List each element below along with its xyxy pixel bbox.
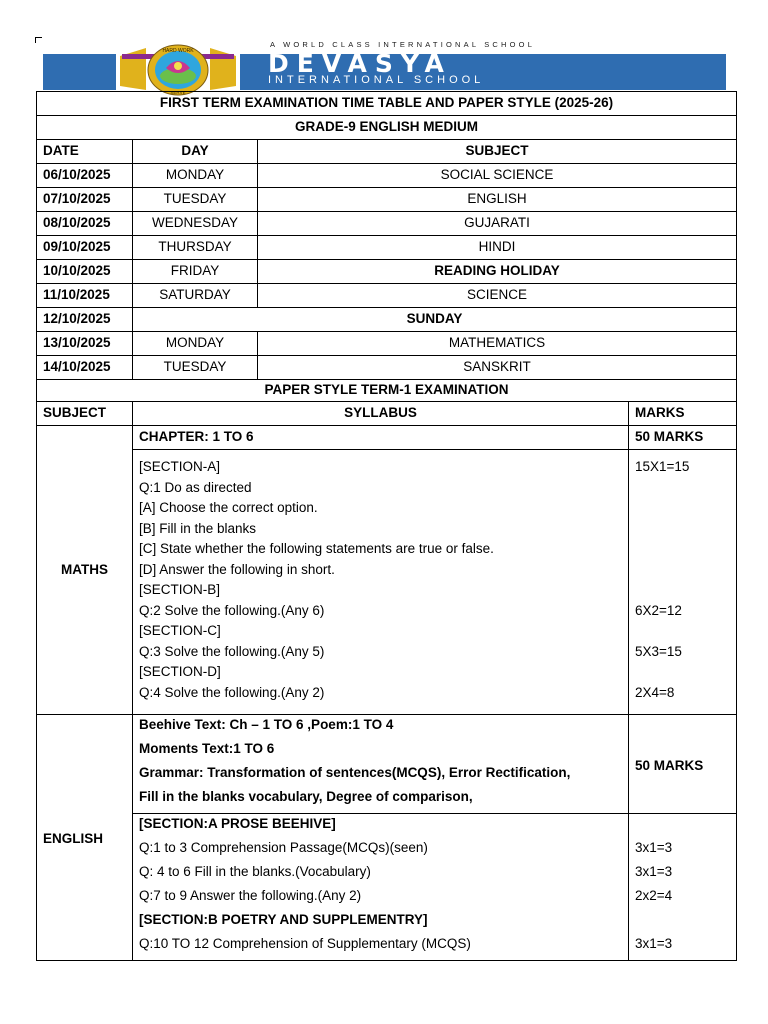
grade-subtitle: GRADE-9 ENGLISH MEDIUM	[37, 116, 737, 140]
column-header-subject: SUBJECT	[37, 402, 133, 426]
maths-line: Q:4 Solve the following.(Any 2)	[139, 684, 325, 700]
exam-date: 13/10/2025	[37, 332, 133, 356]
maths-line: [A] Choose the correct option.	[139, 500, 318, 515]
maths-line: [C] State whether the following statements are true or false.	[139, 541, 494, 556]
english-section-heading: [SECTION:A PROSE BEEHIVE]	[139, 816, 336, 831]
exam-subject: GUJARATI	[258, 212, 737, 236]
sunday-label: SUNDAY	[133, 308, 737, 332]
paper-style-title-row	[37, 380, 737, 402]
english-mark: 3x1=3	[635, 936, 673, 951]
english-syllabus-row	[37, 715, 737, 814]
maths-mark: 5X3=15	[635, 643, 682, 659]
english-syllabus-line: Beehive Text: Ch – 1 TO 6 ,Poem:1 TO 4	[139, 717, 394, 732]
exam-date: 12/10/2025	[37, 308, 133, 332]
maths-line: [SECTION-B]	[139, 582, 221, 597]
school-name: DEVASYA	[268, 49, 452, 78]
maths-mark	[635, 500, 730, 521]
english-question-line: Q:10 TO 12 Comprehension of Supplementary (MCQS)	[139, 936, 471, 951]
english-sections	[133, 814, 629, 961]
timetable-row	[37, 260, 737, 284]
exam-subject: SCIENCE	[258, 284, 737, 308]
timetable-row	[37, 308, 737, 332]
english-question-line: Q:1 to 3 Comprehension Passage(MCQs)(seen)	[139, 840, 428, 855]
timetable-row	[37, 164, 737, 188]
paper-style-header-row	[37, 402, 737, 426]
maths-line: Q:1 Do as directed	[139, 479, 252, 495]
timetable-row	[37, 188, 737, 212]
exam-day: SATURDAY	[133, 284, 258, 308]
maths-mark	[635, 582, 730, 603]
english-mark: 2x2=4	[635, 888, 673, 903]
exam-day: TUESDAY	[133, 356, 258, 380]
exam-day: TUESDAY	[133, 188, 258, 212]
exam-table	[36, 91, 737, 961]
maths-total-marks: 50 MARKS	[629, 426, 737, 450]
exam-date: 09/10/2025	[37, 236, 133, 260]
school-logo-emblem	[116, 42, 240, 96]
paper-style-title: PAPER STYLE TERM-1 EXAMINATION	[37, 380, 737, 402]
timetable-row	[37, 236, 737, 260]
exam-date: 08/10/2025	[37, 212, 133, 236]
logo-motto-top: HARD WORK	[162, 48, 194, 54]
english-marks	[629, 814, 737, 961]
maths-line: [SECTION-C]	[139, 623, 221, 638]
english-mark	[635, 816, 730, 840]
school-subtitle: INTERNATIONAL SCHOOL	[268, 74, 485, 86]
maths-mark	[635, 562, 730, 583]
exam-subject: MATHEMATICS	[258, 332, 737, 356]
maths-marks	[629, 450, 737, 715]
column-header-day: DAY	[133, 140, 258, 164]
maths-subject: MATHS	[37, 426, 133, 715]
maths-syllabus	[133, 450, 629, 715]
maths-mark	[635, 623, 730, 644]
timetable-row	[37, 284, 737, 308]
exam-subject: ENGLISH	[258, 188, 737, 212]
maths-chapter: CHAPTER: 1 TO 6	[133, 426, 629, 450]
column-header-marks: MARKS	[629, 402, 737, 426]
exam-date: 07/10/2025	[37, 188, 133, 212]
holiday-label: READING HOLIDAY	[258, 260, 737, 284]
timetable-row	[37, 356, 737, 380]
english-syllabus-line: Grammar: Transformation of sentences(MCQS), Error Rectification,	[139, 765, 571, 780]
english-mark: 3x1=3	[635, 840, 673, 855]
maths-mark: 15X1=15	[635, 459, 690, 474]
english-question-line: Q:7 to 9 Answer the following.(Any 2)	[139, 888, 362, 903]
english-question-line: Q: 4 to 6 Fill in the blanks.(Vocabulary)	[139, 864, 371, 879]
english-syllabus-line: Moments Text:1 TO 6	[139, 741, 275, 756]
maths-mark	[635, 541, 730, 562]
english-section-row	[37, 814, 737, 961]
maths-line: Q:2 Solve the following.(Any 6)	[139, 602, 325, 618]
maths-line: [B] Fill in the blanks	[139, 520, 257, 536]
exam-day: WEDNESDAY	[133, 212, 258, 236]
column-header-subject: SUBJECT	[258, 140, 737, 164]
exam-subject: HINDI	[258, 236, 737, 260]
logo-motto-bottom: SERVE	[170, 90, 186, 95]
maths-mark	[635, 521, 730, 542]
maths-mark	[635, 664, 730, 685]
exam-day: FRIDAY	[133, 260, 258, 284]
english-section-heading: [SECTION:B POETRY AND SUPPLEMENTRY]	[139, 912, 428, 927]
maths-chapter-row	[37, 426, 737, 450]
subtitle-row	[37, 116, 737, 140]
exam-subject: SANSKRIT	[258, 356, 737, 380]
exam-subject: SOCIAL SCIENCE	[258, 164, 737, 188]
exam-day: MONDAY	[133, 164, 258, 188]
english-syllabus-line: Fill in the blanks vocabulary, Degree of comparison,	[139, 789, 473, 804]
exam-date: 06/10/2025	[37, 164, 133, 188]
exam-date: 14/10/2025	[37, 356, 133, 380]
exam-date: 10/10/2025	[37, 260, 133, 284]
maths-mark	[635, 480, 730, 501]
crop-mark	[35, 37, 42, 43]
english-syllabus	[133, 715, 629, 814]
timetable-header-row	[37, 140, 737, 164]
column-header-date: DATE	[37, 140, 133, 164]
timetable-row	[37, 212, 737, 236]
english-mark: 3x1=3	[635, 864, 673, 879]
maths-line: [D] Answer the following in short.	[139, 561, 335, 577]
english-mark	[635, 912, 730, 936]
english-total-marks: 50 MARKS	[629, 715, 737, 814]
timetable-row	[37, 332, 737, 356]
maths-line: [SECTION-A]	[139, 459, 221, 474]
maths-mark: 6X2=12	[635, 602, 682, 618]
maths-line: [SECTION-D]	[139, 664, 221, 679]
maths-mark: 2X4=8	[635, 684, 675, 700]
page-title: FIRST TERM EXAMINATION TIME TABLE AND PAPER STYLE (2025-26)	[37, 92, 737, 116]
exam-day: MONDAY	[133, 332, 258, 356]
exam-day: THURSDAY	[133, 236, 258, 260]
exam-date: 11/10/2025	[37, 284, 133, 308]
school-tagline: A WORLD CLASS INTERNATIONAL SCHOOL	[270, 40, 536, 49]
maths-detail-row	[37, 450, 737, 715]
column-header-syllabus: SYLLABUS	[133, 402, 629, 426]
english-subject: ENGLISH	[37, 715, 133, 961]
maths-line: Q:3 Solve the following.(Any 5)	[139, 643, 325, 659]
title-row	[37, 92, 737, 116]
